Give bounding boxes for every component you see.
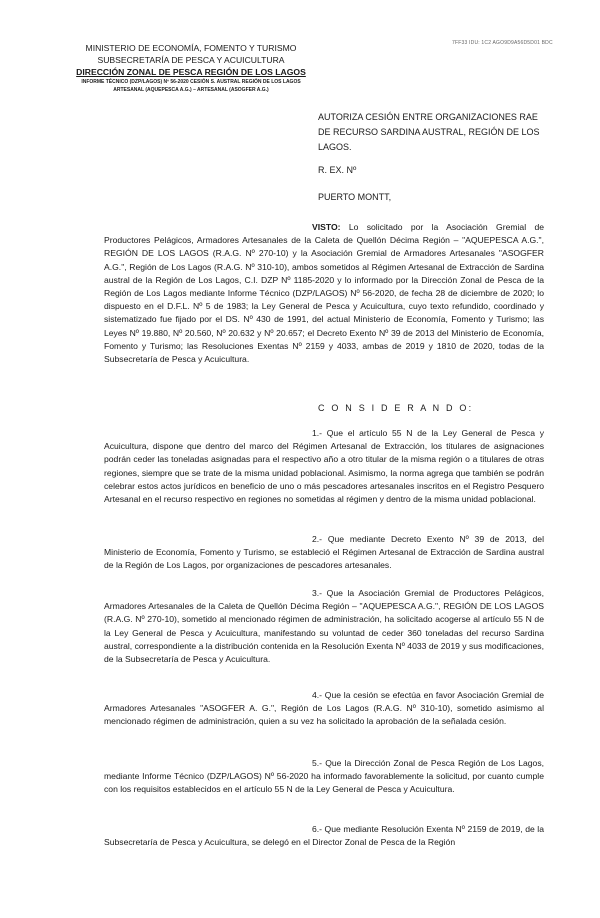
considerando-2: [104, 533, 544, 573]
considerando-3: [104, 587, 544, 666]
considerando-1-text: 1.- Que el artículo 55 N de la Ley General de Pesca y Acuicultura, dispone que dentro del marco del Régimen Artesanal de Extracción, los titulares de asignaciones podrán ceder las toneladas asignadas para el respectivo año a otro titular de la misma región o a titulares de otras regiones, siempre que se trate de la misma unidad poblacional. Asimismo, la norma agrega que también se podrán celebrar estos actos jurídicos en beneficio de uno o más pescadores artesanales inscritos en el Registro Pesquero Artesanal en el recurso respectivo en regiones no sometidas al régimen y dentro de la misma unidad poblacional.: [104, 428, 544, 505]
visto-label: VISTO:: [312, 222, 341, 232]
considerando-2-text: 2.- Que mediante Decreto Exento Nº 39 de 2013, del Ministerio de Economía, Fomento y Turismo, se estableció el Régimen Artesanal de Extracción de Sardina austral de la Región de Los Lagos, por organizaciones de pescadores artesanales.: [104, 534, 544, 571]
directorate-name: DIRECCIÓN ZONAL DE PESCA REGIÓN DE LOS LAGOS: [76, 67, 306, 77]
considerando-3-text: 3.- Que la Asociación Gremial de Productores Pelágicos, Armadores Artesanales de la Caleta de Quellón Décima Región – "AQUEPESCA A.G.", REGIÓN DE LOS LAGOS (R.A.G. Nº 270-10), sometido al mencionado régimen de administración, ha solicitado acogerse al artículo 55 N de la Ley General de Pesca y Acuicultura, manifestando su voluntad de ceder 360 toneladas del recurso Sardina austral, correspondiente a la distribución contenida en la Resolución Exenta Nº 4033 de 2019 y sus modificaciones, de la Subsecretaría de Pesca y Acuicultura.: [104, 588, 544, 665]
visto-section: [104, 221, 544, 366]
reference-line-1: INFORME TÉCNICO (DZP/LAGOS) Nº 56-2020 CESIÓN S. AUSTRAL REGIÓN DE LOS LAGOS: [81, 79, 301, 85]
resolution-number: R. EX. Nº: [318, 165, 357, 175]
ministry-name: MINISTERIO DE ECONOMÍA, FOMENTO Y TURISMO: [85, 43, 297, 53]
undersecretary-name: SUBSECRETARÍA DE PESCA Y ACUICULTURA: [97, 55, 285, 65]
considerando-1: [104, 427, 544, 506]
document-code: 7FF33 IDU: 1C2 AGO9D9A56D5D01 BDC: [452, 40, 553, 46]
considerando-5: [104, 757, 544, 797]
visto-text: Lo solicitado por la Asociación Gremial de Productores Pelágicos, Armadores Artesanales de la Caleta de Quellón Décima Región – "AQUEPESCA A.G.", REGIÓN DE LOS LAGOS (R.A.G. Nº 270-10) y la Asociación Gremial de Armadores Artesanales "ASOGFER A.G.", Región de Los Lagos (R.A.G. Nº 310-10), ambos sometidos al Régimen Artesanal de Extracción de Sardina austral de la Región de Los Lagos, C.I. DZP Nº 1185-2020 y lo informado por la Dirección Zonal de Pesca de la Región de Los Lagos mediante Informe Técnico (DZP/LAGOS) Nº 56-2020, de fecha 28 de diciembre de 2020; lo dispuesto en el D.F.L. Nº 5 de 1983; la Ley General de Pesca y Acuicultura, cuyo texto refundido, coordinado y sistematizado fue fijado por el DS. Nº 430 de 1991, del actual Ministerio de Economía, Fomento y Turismo; las Leyes Nº 19.880, Nº 20.560, Nº 20.632 y Nº 20.657; el Decreto Exento Nº 39 de 2013 del Ministerio de Economía, Fomento y Turismo; las Resoluciones Exentas Nº 2159 y 4033, ambas de 2019 y 1810 de 2020, todas de la Subsecretaría de Pesca y Acuicultura.: [104, 222, 544, 365]
considerando-heading: C O N S I D E R A N D O:: [318, 403, 474, 413]
resolution-subject: AUTORIZA CESIÓN ENTRE ORGANIZACIONES RAE DE RECURSO SARDINA AUSTRAL, REGIÓN DE LOS LAGOS.: [318, 112, 540, 152]
letterhead: [60, 42, 322, 94]
considerando-5-text: 5.- Que la Dirección Zonal de Pesca Región de Los Lagos, mediante Informe Técnico (DZP/LAGOS) Nº 56-2020 ha informado favorablemente la solicitud, por cuanto cumple con los requisitos establecidos en el artículo 55 N de la Ley General de Pesca y Acuicultura.: [104, 758, 544, 795]
place-date: PUERTO MONTT,: [318, 192, 392, 202]
considerando-6: [104, 823, 544, 849]
reference-line-2: ARTESANAL (AQUEPESCA A.G.) – ARTESANAL (ASOGFER A.G.): [113, 87, 269, 93]
considerando-6-text: 6.- Que mediante Resolución Exenta Nº 2159 de 2019, de la Subsecretaría de Pesca y Acuicultura, se delegó en el Director Zonal de Pesca de la Región: [104, 824, 544, 848]
considerando-4: [104, 689, 544, 729]
considerando-4-text: 4.- Que la cesión se efectúa en favor Asociación Gremial de Armadores Artesanales "ASOGFER A. G.", Región de Los Lagos (R.A.G. Nº 310-10), sometido asimismo al mencionado régimen de administración, quien a su vez ha solicitado la aprobación de la señalada cesión.: [104, 690, 544, 727]
